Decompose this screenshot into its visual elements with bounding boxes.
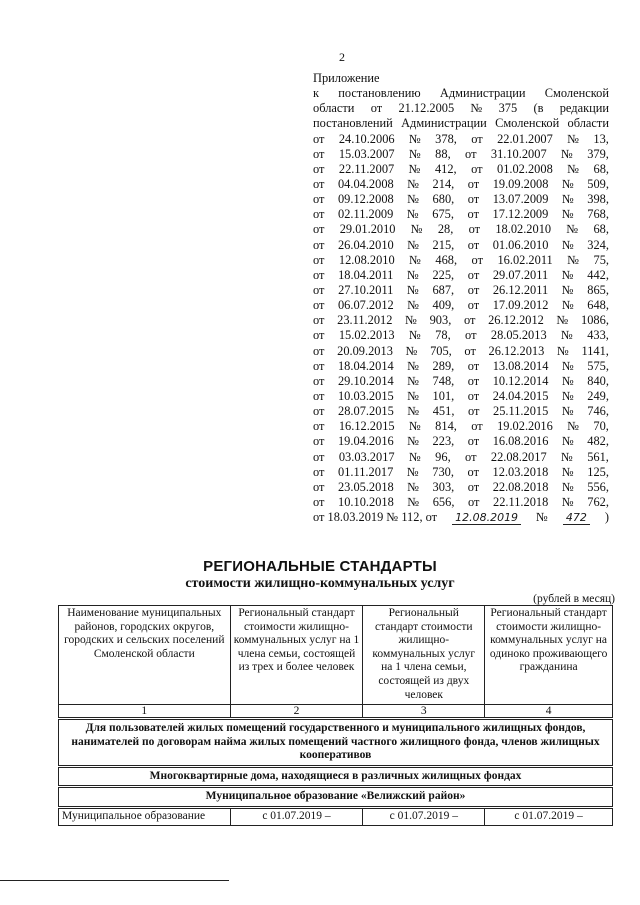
appendix-token: редакции (559, 101, 609, 116)
appendix-token: № (561, 494, 574, 509)
appendix-token: от (313, 237, 325, 252)
appendix-token: № (567, 161, 580, 176)
appendix-token: 398, (587, 192, 609, 207)
appendix-line (313, 359, 609, 374)
appendix-token: 25.11.2015 (493, 404, 549, 419)
appendix-token: № (470, 101, 483, 116)
appendix-token: 324, (587, 237, 609, 252)
appendix-token: (в (533, 101, 544, 116)
appendix-token: 88, (435, 146, 451, 161)
appendix-token: 18.04.2014 (337, 358, 394, 373)
appendix-token: 26.12.2012 (488, 313, 544, 328)
appendix-line (313, 465, 609, 480)
appendix-token: от (313, 131, 325, 146)
appendix-token: от (313, 419, 325, 434)
appendix-last-line (313, 510, 609, 525)
appendix-token: 28, (437, 222, 454, 237)
appendix-token: от (465, 146, 477, 161)
appendix-token: 561, (587, 449, 609, 464)
section-heading-municipality: Муниципальное образование «Велижский район» (59, 787, 613, 808)
appendix-token: 214, (432, 176, 455, 191)
appendix-token: № (407, 373, 420, 388)
appendix-token: от (313, 434, 325, 449)
appendix-token: 24.04.2015 (492, 388, 549, 403)
appendix-last-prefix: от 18.03.2019 № 112, от (313, 510, 438, 525)
appendix-token: 10.03.2015 (337, 388, 394, 403)
appendix-token: 840, (587, 373, 609, 388)
appendix-token: 15.03.2007 (338, 146, 395, 161)
appendix-token: 78, (435, 328, 451, 343)
appendix-token: 680, (432, 192, 455, 207)
appendix-line (313, 177, 609, 192)
appendix-token: 451, (432, 404, 455, 419)
column-number: 1 (59, 705, 231, 719)
appendix-token: № (407, 434, 420, 449)
appendix-token: 656, (432, 494, 455, 509)
appendix-token: от (313, 343, 325, 358)
appendix-token: 768, (587, 207, 609, 222)
appendix-token: от (313, 192, 325, 207)
column-number: 3 (363, 705, 485, 719)
appendix-token: № (567, 131, 580, 146)
appendix-token: 20.09.2013 (337, 343, 393, 358)
appendix-token: 27.10.2011 (338, 282, 394, 297)
appendix-token: № (407, 298, 420, 313)
appendix-token: 705, (430, 343, 452, 358)
appendix-token: № (408, 328, 421, 343)
appendix-token: 249, (587, 388, 609, 403)
appendix-token: от (313, 479, 325, 494)
appendix-token: от (313, 298, 325, 313)
footnote-separator (0, 880, 229, 881)
appendix-token: № (561, 237, 574, 252)
appendix-token: № (556, 313, 569, 328)
appendix-token: 18.02.2010 (495, 222, 552, 237)
appendix-token: от (467, 298, 480, 313)
appendix-token: Администрации (401, 116, 487, 131)
appendix-line (313, 86, 609, 101)
appendix-token: № (407, 237, 420, 252)
appendix-token: 814, (435, 419, 457, 434)
appendix-token: 75, (593, 252, 609, 267)
appendix-token: 22.11.2018 (493, 494, 549, 509)
appendix-token: 23.05.2018 (337, 479, 394, 494)
table-cell: с 01.07.2019 – (363, 807, 485, 825)
appendix-token: постановлению (338, 86, 421, 101)
appendix-token: № (407, 282, 419, 297)
appendix-token: от (471, 252, 483, 267)
appendix-line (313, 434, 609, 449)
appendix-token: 575, (587, 358, 609, 373)
appendix-line (313, 389, 609, 404)
appendix-token: от (313, 404, 325, 419)
appendix-token: 22.08.2018 (492, 479, 549, 494)
appendix-line (313, 192, 609, 207)
appendix-token: 22.11.2007 (338, 161, 395, 176)
appendix-token: от (467, 388, 480, 403)
appendix-token: 379, (587, 146, 609, 161)
appendix-token: 01.06.2010 (492, 237, 549, 252)
header-cell-territory: Наименование муниципальных районов, городских округов, городских и сельских поселений Смоленской области (59, 606, 231, 705)
appendix-token: 68, (593, 222, 609, 237)
appendix-token: № (406, 207, 419, 222)
appendix-line (313, 238, 609, 253)
appendix-token: № (566, 222, 579, 237)
appendix-token: № (407, 494, 420, 509)
appendix-token: № (556, 343, 569, 358)
appendix-token: № (407, 358, 420, 373)
appendix-token: 687, (432, 282, 455, 297)
appendix-token: № (405, 313, 417, 328)
appendix-token: 378, (435, 131, 457, 146)
appendix-token: от (467, 404, 480, 419)
appendix-token: 02.11.2009 (338, 207, 394, 222)
section-row-municipality (59, 787, 613, 808)
handwritten-date: 12.08.2019 (452, 510, 521, 525)
appendix-token: 04.04.2008 (337, 176, 394, 191)
appendix-token: 903, (429, 313, 452, 328)
appendix-token: Смоленской (495, 116, 560, 131)
appendix-token: № (407, 192, 420, 207)
appendix-token: 10.12.2014 (492, 373, 549, 388)
appendix-token: 26.12.2013 (488, 343, 545, 358)
appendix-line (313, 268, 609, 283)
appendix-token: от (313, 176, 325, 191)
appendix-token: № (561, 282, 574, 297)
appendix-token: 675, (432, 207, 454, 222)
header-cell-family-2: Региональный стандарт стоимости жилищно-коммунальных услуг на 1 члена семьи, состоящей из двух человек (363, 606, 485, 705)
appendix-line (313, 162, 609, 177)
appendix-token: от (467, 282, 480, 297)
appendix-token: от (313, 282, 325, 297)
appendix-line (313, 404, 609, 419)
appendix-line (313, 101, 609, 116)
appendix-token: 125, (587, 464, 609, 479)
header-cell-family-3plus: Региональный стандарт стоимости жилищно-коммунальных услуг на 1 члена семьи, состоящей из трех и более человек (230, 606, 363, 705)
appendix-token: от (313, 267, 325, 282)
appendix-token: области (567, 116, 609, 131)
appendix-token: 10.10.2018 (338, 494, 394, 509)
appendix-line (313, 132, 609, 147)
appendix-token: 12.03.2018 (492, 464, 549, 479)
appendix-token: 22.01.2007 (497, 131, 553, 146)
appendix-token: № (407, 388, 420, 403)
appendix-token: № (561, 267, 574, 282)
appendix-token: 29.01.2010 (339, 222, 396, 237)
appendix-token: от (463, 313, 476, 328)
appendix-token: № (407, 267, 419, 282)
appendix-token: 556, (587, 479, 609, 494)
appendix-token: 648, (587, 298, 609, 313)
appendix-token: от (467, 207, 479, 222)
appendix-token: 225, (432, 267, 455, 282)
column-number: 2 (230, 705, 363, 719)
appendix-line (313, 298, 609, 313)
column-number-row (59, 705, 613, 719)
appendix-token: 26.12.2011 (492, 282, 549, 297)
appendix-token: № (561, 207, 574, 222)
appendix-token: № (561, 358, 574, 373)
appendix-token: 409, (432, 298, 455, 313)
appendix-token: от (471, 161, 483, 176)
appendix-token: от (313, 358, 325, 373)
appendix-token: 09.12.2008 (337, 192, 394, 207)
appendix-token: 865, (587, 282, 609, 297)
appendix-token: к (313, 86, 320, 101)
appendix-token: № (409, 252, 421, 267)
appendix-token: 17.12.2009 (492, 207, 549, 222)
appendix-token: 29.07.2011 (492, 267, 549, 282)
appendix-token: 16.08.2016 (492, 434, 549, 449)
appendix-token: 468, (435, 252, 458, 267)
section-row-buildings (59, 766, 613, 787)
appendix-token: № (561, 404, 574, 419)
appendix-token: 18.04.2011 (338, 267, 394, 282)
appendix-token: 28.07.2015 (338, 404, 394, 419)
appendix-token: № (561, 373, 574, 388)
appendix-token: от (467, 192, 480, 207)
appendix-token: от (465, 449, 477, 464)
appendix-token: области (313, 101, 355, 116)
appendix-token: 13.08.2014 (492, 358, 549, 373)
appendix-token: 13, (593, 131, 609, 146)
closing-parenthesis: ) (604, 510, 609, 525)
appendix-token: от (370, 101, 383, 116)
appendix-token: № (561, 449, 573, 464)
appendix-token: от (467, 267, 480, 282)
standards-table (58, 605, 613, 826)
appendix-line (313, 313, 609, 328)
column-number: 4 (485, 705, 613, 719)
appendix-token: № (408, 131, 421, 146)
appendix-token: от (313, 464, 325, 479)
appendix-token: № (561, 328, 573, 343)
appendix-token: 22.08.2017 (490, 449, 547, 464)
appendix-line (313, 71, 609, 86)
appendix-token: 762, (587, 494, 609, 509)
appendix-token: от (465, 328, 477, 343)
table-cell: Муниципальное образование (59, 807, 231, 825)
appendix-token: 289, (432, 358, 455, 373)
appendix-token: 15.02.2013 (338, 328, 395, 343)
table-row (59, 807, 613, 825)
appendix-line (313, 419, 609, 434)
appendix-token: № (407, 176, 420, 191)
document-subtitle: стоимости жилищно-коммунальных услуг (185, 576, 455, 591)
appendix-line (313, 374, 609, 389)
appendix-token: № (567, 252, 580, 267)
appendix-line (313, 116, 609, 131)
appendix-token: от (313, 207, 325, 222)
appendix-token: 24.10.2006 (338, 131, 395, 146)
appendix-token: от (313, 494, 325, 509)
appendix-token: от (467, 373, 480, 388)
appendix-token: от (313, 313, 325, 328)
appendix-token: 01.11.2017 (338, 464, 394, 479)
appendix-token: 19.09.2008 (492, 176, 549, 191)
appendix-token: 03.03.2017 (338, 449, 395, 464)
appendix-token: № (567, 419, 580, 434)
appendix-token: 06.07.2012 (337, 298, 394, 313)
appendix-line (313, 480, 609, 495)
appendix-token: 70, (593, 419, 609, 434)
appendix-token: 23.11.2012 (337, 313, 393, 328)
appendix-token: от (313, 388, 325, 403)
appendix-token: № (561, 479, 574, 494)
appendix-token: от (467, 434, 480, 449)
appendix-line (313, 253, 609, 268)
appendix-token: от (313, 328, 325, 343)
appendix-block (313, 71, 609, 525)
appendix-token: от (471, 419, 483, 434)
appendix-line (313, 450, 609, 465)
appendix-token: № (405, 343, 418, 358)
appendix-token: № (561, 434, 574, 449)
appendix-token: от (313, 449, 325, 464)
appendix-token: от (467, 479, 480, 494)
appendix-token: 442, (587, 267, 609, 282)
appendix-token: 28.05.2013 (490, 328, 547, 343)
appendix-token: 21.12.2005 (398, 101, 455, 116)
appendix-token: № (561, 192, 574, 207)
appendix-token: от (313, 373, 325, 388)
handwritten-number: 472 (563, 510, 590, 525)
appendix-token: № (407, 404, 420, 419)
appendix-line (313, 147, 609, 162)
unit-label: (рублей в месяц) (533, 593, 615, 605)
appendix-token: от (467, 176, 480, 191)
appendix-token: № (561, 146, 573, 161)
appendix-token: от (313, 146, 325, 161)
appendix-token: 12.08.2010 (338, 252, 395, 267)
appendix-token: 16.02.2011 (497, 252, 553, 267)
appendix-token: № (410, 222, 423, 237)
appendix-token: от (313, 222, 325, 237)
appendix-token: 1141, (581, 343, 609, 358)
appendix-token: от (467, 464, 479, 479)
appendix-token: 19.02.2016 (497, 419, 553, 434)
appendix-token: № (408, 161, 421, 176)
appendix-token: 412, (434, 161, 457, 176)
appendix-token: № (408, 146, 421, 161)
appendix-token: 433, (587, 328, 609, 343)
appendix-token: от (313, 252, 325, 267)
appendix-token: 509, (587, 176, 609, 191)
appendix-token: от (467, 494, 480, 509)
appendix-token: 746, (587, 404, 609, 419)
appendix-token: от (468, 222, 481, 237)
appendix-token: 19.04.2016 (337, 434, 394, 449)
appendix-token: 17.09.2012 (492, 298, 549, 313)
appendix-token: № (407, 479, 420, 494)
appendix-token: от (467, 237, 480, 252)
appendix-line (313, 344, 609, 359)
appendix-token: № (406, 464, 419, 479)
appendix-token: 101, (432, 388, 455, 403)
table-header-row (59, 606, 613, 705)
appendix-token: 16.12.2015 (338, 419, 395, 434)
appendix-token: 730, (432, 464, 454, 479)
appendix-token: № (561, 464, 574, 479)
appendix-token: 29.10.2014 (337, 373, 394, 388)
appendix-token: № (408, 419, 421, 434)
appendix-token: № (561, 388, 574, 403)
section-heading-users: Для пользователей жилых помещений государственного и муниципального жилищных фондов, нанимателей по договорам найма жилых помещений частного жилищного фонда, членов жилищных кооперативов (59, 719, 613, 767)
appendix-amendment-lines (313, 71, 609, 510)
appendix-line (313, 222, 609, 237)
appendix-token: 482, (587, 434, 609, 449)
section-row-users (59, 719, 613, 767)
appendix-token: 1086, (581, 313, 609, 328)
number-sign: № (536, 510, 548, 525)
appendix-token: от (471, 131, 483, 146)
page-number: 2 (339, 50, 345, 64)
appendix-token: 01.02.2008 (497, 161, 553, 176)
appendix-line (313, 328, 609, 343)
appendix-token: 375 (498, 101, 518, 116)
table-cell: с 01.07.2019 – (230, 807, 363, 825)
appendix-token: № (561, 176, 574, 191)
document-title: РЕГИОНАЛЬНЫЕ СТАНДАРТЫ (203, 558, 437, 575)
appendix-line (313, 283, 609, 298)
appendix-line (313, 207, 609, 222)
appendix-token: 748, (432, 373, 455, 388)
appendix-token: 223, (432, 434, 455, 449)
appendix-token: 96, (435, 449, 451, 464)
appendix-token: Администрации (439, 86, 526, 101)
appendix-token: 303, (432, 479, 455, 494)
appendix-token: 31.10.2007 (490, 146, 547, 161)
appendix-token: от (467, 358, 480, 373)
appendix-line (313, 495, 609, 510)
header-cell-single: Региональный стандарт стоимости жилищно-коммунальных услуг на одиноко проживающего гражданина (485, 606, 613, 705)
appendix-token: № (561, 298, 574, 313)
appendix-token: 68, (593, 161, 609, 176)
appendix-token: 26.04.2010 (337, 237, 394, 252)
section-heading-buildings: Многоквартирные дома, находящиеся в различных жилищных фондах (59, 766, 613, 787)
appendix-token: от (464, 343, 476, 358)
table-cell: с 01.07.2019 – (485, 807, 613, 825)
appendix-token: 13.07.2009 (492, 192, 549, 207)
appendix-token: постановлений (313, 116, 393, 131)
appendix-token: Приложение (313, 71, 380, 85)
appendix-token: 215, (432, 237, 455, 252)
appendix-token: от (313, 161, 325, 176)
appendix-token: Смоленской (544, 86, 609, 101)
appendix-token: № (408, 449, 421, 464)
